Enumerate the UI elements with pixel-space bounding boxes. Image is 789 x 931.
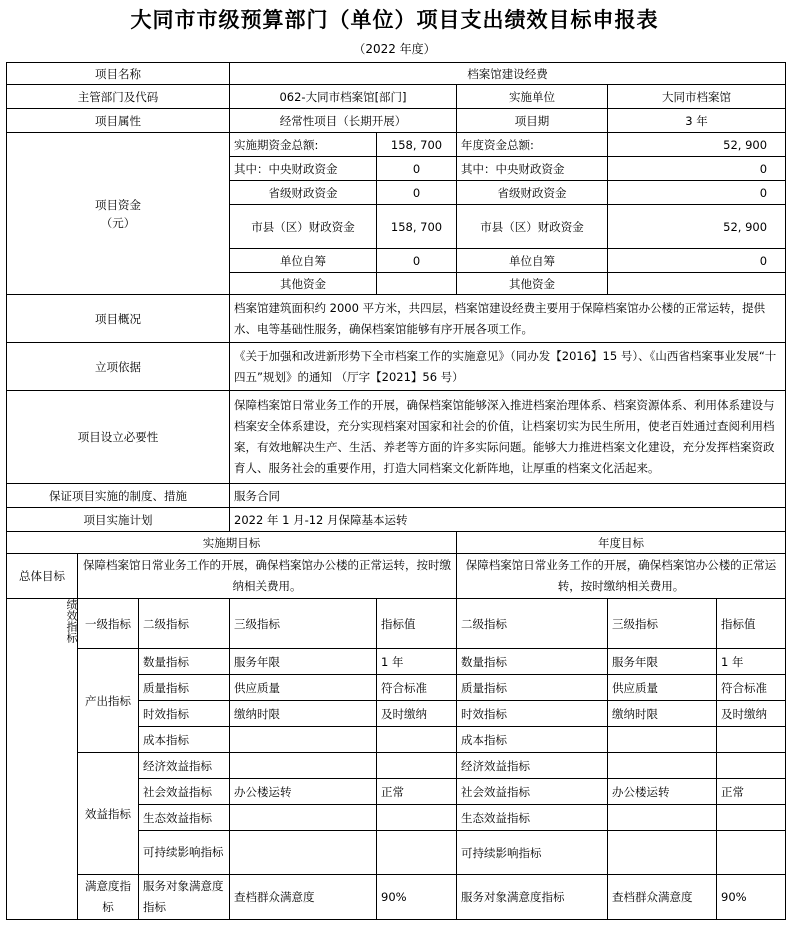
- year-indicator-level3: 办公楼运转: [608, 779, 717, 805]
- dept-value: 062-大同市档案馆[部门]: [230, 85, 457, 109]
- indicator-level3: 缴纳时限: [230, 701, 377, 727]
- indicator-value: 符合标准: [377, 675, 457, 701]
- funds-year-value: 0: [608, 157, 786, 181]
- header-level3: 三级指标: [230, 599, 377, 649]
- output-indicators-label: 产出指标: [78, 649, 139, 753]
- year-indicator-level3: [608, 805, 717, 831]
- performance-table: [6, 62, 786, 920]
- page-subtitle: （2022 年度）: [353, 42, 436, 56]
- impl-goal-header: 实施期目标: [7, 532, 457, 554]
- funds-year-value: 52, 900: [608, 205, 786, 249]
- year-indicator-value: 符合标准: [717, 675, 786, 701]
- header-level2: 二级指标: [139, 599, 230, 649]
- necessity-label: 项目设立必要性: [7, 391, 230, 484]
- overall-goal-impl: 保障档案馆日常业务工作的开展，确保档案馆办公楼的正常运转，按时缴纳相关费用。: [78, 554, 457, 599]
- overview-text: 档案馆建筑面积约 2000 平方米，共四层，档案馆建设经费主要用于保障档案馆办公楼的正常运转，提供水、电等基础性服务，确保档案馆能够有序开展各项工作。: [230, 295, 786, 343]
- indicator-value: 正常: [377, 779, 457, 805]
- necessity-text: 保障档案馆日常业务工作的开展，确保档案馆能够深入推进档案治理体系、档案资源体系、利用体系建设与档案安全体系建设，充分实现档案对国家和社会的价值，让档案切实为民生所用，使老百姓通过查阅利用档案，有效地解决生产、生活、养老等方面的许多实际问题。能够大力推进档案文化建设，充分发挥档案资政育人、服务社会的重要作用，打造大同档案文化新阵地，让厚重的档案文化活起来。: [230, 391, 786, 484]
- indicator-level2: 时效指标: [139, 701, 230, 727]
- header-level1: 一级指标: [78, 599, 139, 649]
- funds-label: [7, 133, 230, 295]
- indicator-level2: 可持续影响指标: [139, 831, 230, 875]
- indicator-level2: 质量指标: [139, 675, 230, 701]
- indicator-level2: 数量指标: [139, 649, 230, 675]
- indicator-row: [7, 875, 786, 920]
- row-goal-headers: [7, 532, 786, 554]
- row-department: [7, 85, 786, 109]
- indicator-level2: 生态效益指标: [139, 805, 230, 831]
- indicator-level2: 服务对象满意度指标: [139, 875, 230, 920]
- funds-label-line2: （元）: [100, 215, 136, 230]
- funds-impl-label: 市县（区）财政资金: [230, 205, 377, 249]
- year-indicator-value: [717, 805, 786, 831]
- row-plan: [7, 508, 786, 532]
- measures-label: 保证项目实施的制度、措施: [7, 484, 230, 508]
- year-indicator-level2: 质量指标: [457, 675, 608, 701]
- period-label: 项目期: [457, 109, 608, 133]
- benefit-indicators-label: 效益指标: [78, 753, 139, 875]
- funds-impl-label: 其他资金: [230, 273, 377, 295]
- header-year-level3: 三级指标: [608, 599, 717, 649]
- indicator-level3: [230, 805, 377, 831]
- funds-year-label: 单位自筹: [457, 249, 608, 273]
- funds-impl-value: 0: [377, 249, 457, 273]
- year-indicator-value: 正常: [717, 779, 786, 805]
- year-indicator-value: 及时缴纳: [717, 701, 786, 727]
- year-indicator-level2: 可持续影响指标: [457, 831, 608, 875]
- impl-unit-value: 大同市档案馆: [608, 85, 786, 109]
- measures-text: 服务合同: [230, 484, 786, 508]
- funds-impl-value: 0: [377, 157, 457, 181]
- impl-unit-label: 实施单位: [457, 85, 608, 109]
- indicator-level3: [230, 727, 377, 753]
- year-indicator-level2: 数量指标: [457, 649, 608, 675]
- indicator-value: 1 年: [377, 649, 457, 675]
- funds-year-label: 其他资金: [457, 273, 608, 295]
- plan-text: 2022 年 1 月-12 月保障基本运转: [230, 508, 786, 532]
- basis-label: 立项依据: [7, 343, 230, 391]
- year-indicator-level3: 缴纳时限: [608, 701, 717, 727]
- funds-impl-value: 158, 700: [377, 205, 457, 249]
- year-indicator-level2: 社会效益指标: [457, 779, 608, 805]
- funds-impl-value: 158, 700: [377, 133, 457, 157]
- funds-impl-label: 其中：中央财政资金: [230, 157, 377, 181]
- project-name-value: 档案馆建设经费: [230, 63, 786, 85]
- row-necessity: [7, 391, 786, 484]
- year-indicator-value: 1 年: [717, 649, 786, 675]
- year-indicator-level3: [608, 831, 717, 875]
- overall-goal-year: 保障档案馆日常业务工作的开展，确保档案馆办公楼的正常运转，按时缴纳相关费用。: [457, 554, 786, 599]
- funds-impl-label: 省级财政资金: [230, 181, 377, 205]
- header-value: 指标值: [377, 599, 457, 649]
- project-name-label: 项目名称: [7, 63, 230, 85]
- year-indicator-level3: 供应质量: [608, 675, 717, 701]
- page-title: 大同市市级预算部门（单位）项目支出绩效目标申报表: [130, 7, 659, 32]
- basis-text: 《关于加强和改进新形势下全市档案工作的实施意见》（同办发【2016】15 号）、《山西省档案事业发展“十四五”规划》的通知 （厅字【2021】56 号）: [230, 343, 786, 391]
- indicator-value: [377, 727, 457, 753]
- overall-goal-label: 总体目标: [7, 554, 78, 599]
- attr-label: 项目属性: [7, 109, 230, 133]
- year-indicator-level2: 服务对象满意度指标: [457, 875, 608, 920]
- indicator-level3: 查档群众满意度: [230, 875, 377, 920]
- dept-label: 主管部门及代码: [7, 85, 230, 109]
- row-attribute: [7, 109, 786, 133]
- row-overview: [7, 295, 786, 343]
- funds-year-label: 省级财政资金: [457, 181, 608, 205]
- year-indicator-value: 90%: [717, 875, 786, 920]
- funds-year-label: 市县（区）财政资金: [457, 205, 608, 249]
- funds-row: [7, 133, 786, 157]
- funds-year-value: [608, 273, 786, 295]
- funds-year-value: 0: [608, 249, 786, 273]
- plan-label: 项目实施计划: [7, 508, 230, 532]
- indicator-level2: 成本指标: [139, 727, 230, 753]
- indicator-value: [377, 831, 457, 875]
- indicator-level2: 社会效益指标: [139, 779, 230, 805]
- period-value: 3 年: [608, 109, 786, 133]
- year-indicator-level3: 服务年限: [608, 649, 717, 675]
- funds-impl-value: 0: [377, 181, 457, 205]
- year-indicator-value: [717, 753, 786, 779]
- funds-year-value: 0: [608, 181, 786, 205]
- indicator-row: [7, 649, 786, 675]
- year-indicator-level2: 成本指标: [457, 727, 608, 753]
- funds-year-value: 52, 900: [608, 133, 786, 157]
- indicator-value: 及时缴纳: [377, 701, 457, 727]
- indicator-value: [377, 753, 457, 779]
- performance-indicators-label: 绩效指标: [7, 599, 78, 920]
- year-indicator-level2: 生态效益指标: [457, 805, 608, 831]
- indicator-level3: 办公楼运转: [230, 779, 377, 805]
- indicator-row: [7, 753, 786, 779]
- overview-label: 项目概况: [7, 295, 230, 343]
- row-basis: [7, 343, 786, 391]
- indicator-value: [377, 805, 457, 831]
- row-project-name: [7, 63, 786, 85]
- year-indicator-value: [717, 727, 786, 753]
- satisfaction-indicators-label: 满意度指标: [78, 875, 139, 920]
- header-year-level2: 二级指标: [457, 599, 608, 649]
- funds-impl-value: [377, 273, 457, 295]
- funds-impl-label: 实施期资金总额:: [230, 133, 377, 157]
- funds-year-label: 年度资金总额:: [457, 133, 608, 157]
- funds-impl-label: 单位自筹: [230, 249, 377, 273]
- indicator-header-row: [7, 599, 786, 649]
- indicator-level3: 供应质量: [230, 675, 377, 701]
- row-measures: [7, 484, 786, 508]
- attr-value: 经常性项目（长期开展）: [230, 109, 457, 133]
- year-indicator-level3: [608, 753, 717, 779]
- year-indicator-level2: 经济效益指标: [457, 753, 608, 779]
- funds-label-line1: 项目资金: [95, 197, 141, 212]
- header-year-value: 指标值: [717, 599, 786, 649]
- funds-year-label: 其中：中央财政资金: [457, 157, 608, 181]
- indicator-value: 90%: [377, 875, 457, 920]
- year-goal-header: 年度目标: [457, 532, 786, 554]
- indicator-level3: [230, 831, 377, 875]
- year-indicator-level3: 查档群众满意度: [608, 875, 717, 920]
- indicator-level2: 经济效益指标: [139, 753, 230, 779]
- year-indicator-level2: 时效指标: [457, 701, 608, 727]
- year-indicator-level3: [608, 727, 717, 753]
- indicator-level3: [230, 753, 377, 779]
- row-overall-goal: [7, 554, 786, 599]
- year-indicator-value: [717, 831, 786, 875]
- indicator-level3: 服务年限: [230, 649, 377, 675]
